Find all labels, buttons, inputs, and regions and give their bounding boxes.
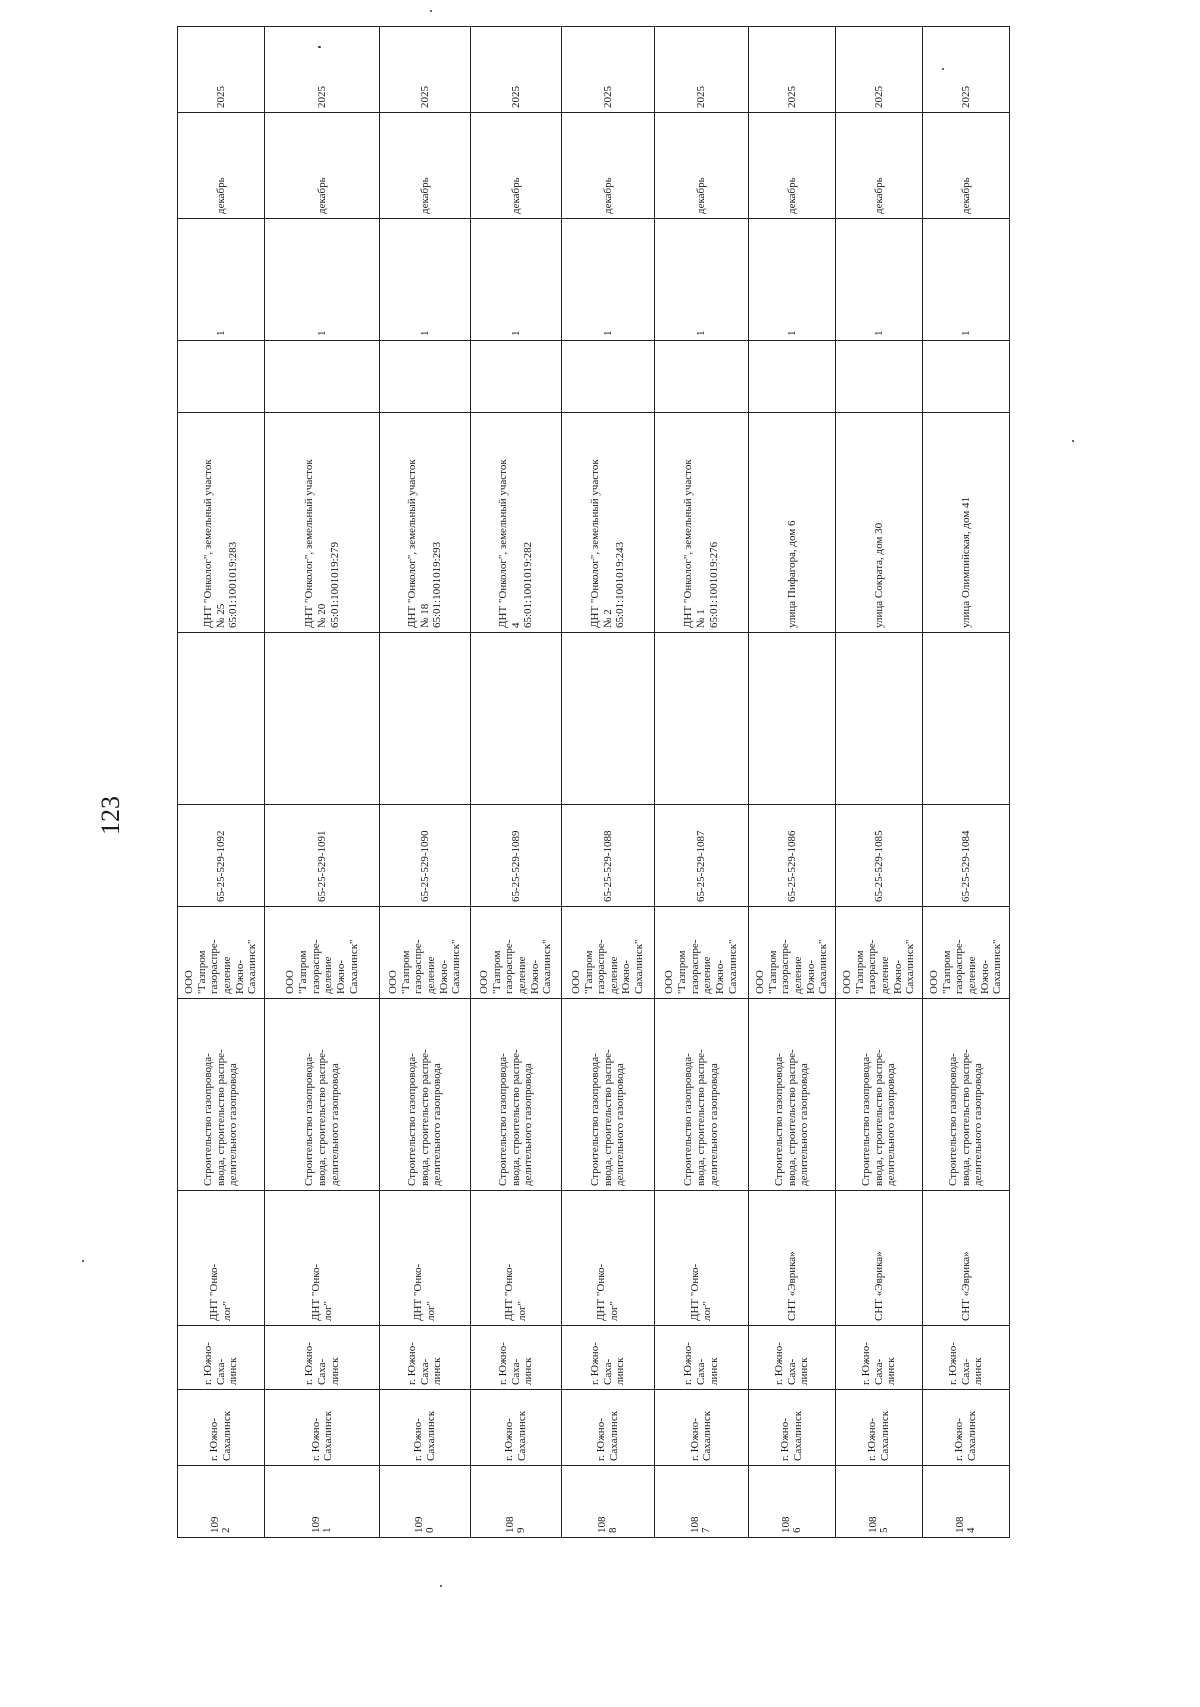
- row-number-top: 108: [953, 1516, 966, 1533]
- empty-cell: [562, 341, 654, 413]
- row-number-cell: [380, 1466, 470, 1538]
- year-cell: 2025: [654, 27, 749, 113]
- organization-cell: ДНТ "Онко- лог": [470, 1191, 561, 1326]
- work-description-cell: Строительство газопровода- ввода, строительство распре- делительного газопровода: [654, 999, 749, 1191]
- quantity-cell: 1: [654, 219, 749, 341]
- scan-speck: [82, 1260, 84, 1262]
- quantity-cell: 1: [264, 219, 380, 341]
- empty-cell: [264, 633, 380, 805]
- year-cell: 2025: [749, 27, 836, 113]
- empty-cell: [922, 341, 1009, 413]
- code-cell: 65-25-529-1088: [562, 805, 654, 907]
- month-cell: декабрь: [922, 113, 1009, 219]
- row-number-bottom: 9: [514, 1527, 527, 1533]
- empty-cell: [836, 341, 923, 413]
- row-number-cell: [922, 1466, 1009, 1538]
- code-cell: 65-25-529-1089: [470, 805, 561, 907]
- month-cell: декабрь: [749, 113, 836, 219]
- row-number-cell: [470, 1466, 561, 1538]
- settlement-cell: г. Южно- Саха- линск: [380, 1326, 470, 1390]
- row-number-top: 108: [503, 1516, 516, 1533]
- address-cell: ДНТ "Онколог", земельный участок 4 65:01:1001019:282: [470, 413, 561, 633]
- address-cell: ДНТ "Онколог", земельный участок № 18 65:01:1001019:293: [380, 413, 470, 633]
- owner-cell: ООО "Газпром газораспре- деление Южно- Сахалинск": [654, 907, 749, 999]
- city-cell: г. Южно- Сахалинск: [380, 1390, 470, 1466]
- code-cell: 65-25-529-1090: [380, 805, 470, 907]
- gas-connection-table: [177, 26, 1010, 1538]
- empty-cell: [836, 633, 923, 805]
- row-number-bottom: 6: [791, 1527, 803, 1533]
- owner-cell: ООО "Газпром газораспре- деление Южно- Сахалинск": [380, 907, 470, 999]
- empty-cell: [380, 341, 470, 413]
- row-number-top: 109: [413, 1516, 426, 1533]
- work-description-cell: Строительство газопровода- ввода, строительство распре- делительного газопровода: [922, 999, 1009, 1191]
- code-cell: 65-25-529-1092: [178, 805, 265, 907]
- month-cell: декабрь: [178, 113, 265, 219]
- work-description-cell: Строительство газопровода- ввода, строительство распре- делительного газопровода: [470, 999, 561, 1191]
- empty-cell: [470, 341, 561, 413]
- code-cell: 65-25-529-1087: [654, 805, 749, 907]
- scan-speck: [440, 1585, 442, 1587]
- table-container: [177, 86, 1010, 1538]
- table-row: [178, 27, 265, 1538]
- year-cell: 2025: [470, 27, 561, 113]
- settlement-cell: г. Южно- Саха- линск: [562, 1326, 654, 1390]
- owner-cell: ООО "Газпром газораспре- деление Южно- Сахалинск": [922, 907, 1009, 999]
- work-description-cell: Строительство газопровода- ввода, строительство распре- делительного газопровода: [264, 999, 380, 1191]
- scan-speck: [942, 68, 944, 70]
- row-number-top: 108: [780, 1516, 792, 1533]
- city-cell: г. Южно- Сахалинск: [264, 1390, 380, 1466]
- table-row: [380, 27, 470, 1538]
- row-number-top: 109: [208, 1516, 221, 1533]
- year-cell: 2025: [178, 27, 265, 113]
- scan-speck: [318, 46, 321, 48]
- row-number-cell: [562, 1466, 654, 1538]
- owner-cell: ООО "Газпром газораспре- деление Южно- Сахалинск": [470, 907, 561, 999]
- table-row: [836, 27, 923, 1538]
- row-number-top: 108: [595, 1516, 608, 1533]
- row-number-cell: [749, 1466, 836, 1538]
- work-description-cell: Строительство газопровода- ввода, строительство распре- делительного газопровода: [749, 999, 836, 1191]
- table-row: [562, 27, 654, 1538]
- table-row: [749, 27, 836, 1538]
- row-number-top: 108: [689, 1516, 702, 1533]
- work-description-cell: Строительство газопровода- ввода, строительство распре- делительного газопровода: [562, 999, 654, 1191]
- owner-cell: ООО "Газпром газораспре- деление Южно- Сахалинск": [264, 907, 380, 999]
- empty-cell: [264, 341, 380, 413]
- row-number-bottom: 0: [424, 1527, 437, 1533]
- empty-cell: [654, 633, 749, 805]
- quantity-cell: 1: [562, 219, 654, 341]
- settlement-cell: г. Южно- Саха- линск: [470, 1326, 561, 1390]
- row-number-bottom: 7: [700, 1527, 713, 1533]
- organization-cell: СНТ «Эврика»: [836, 1191, 923, 1326]
- year-cell: 2025: [562, 27, 654, 113]
- month-cell: декабрь: [470, 113, 561, 219]
- month-cell: декабрь: [654, 113, 749, 219]
- owner-cell: ООО "Газпром газораспре- деление Южно- Сахалинск": [749, 907, 836, 999]
- owner-cell: ООО "Газпром газораспре- деление Южно- Сахалинск": [836, 907, 923, 999]
- city-cell: г. Южно- Сахалинск: [654, 1390, 749, 1466]
- owner-cell: ООО "Газпром газораспре- деление Южно- Сахалинск": [178, 907, 265, 999]
- year-cell: 2025: [836, 27, 923, 113]
- row-number-bottom: 1: [321, 1527, 334, 1533]
- code-cell: 65-25-529-1085: [836, 805, 923, 907]
- empty-cell: [749, 341, 836, 413]
- work-description-cell: Строительство газопровода- ввода, строительство распре- делительного газопровода: [178, 999, 265, 1191]
- month-cell: декабрь: [264, 113, 380, 219]
- row-number-top: 109: [310, 1516, 323, 1533]
- empty-cell: [178, 341, 265, 413]
- year-cell: 2025: [264, 27, 380, 113]
- month-cell: декабрь: [562, 113, 654, 219]
- settlement-cell: г. Южно- Саха- линск: [178, 1326, 265, 1390]
- quantity-cell: 1: [749, 219, 836, 341]
- settlement-cell: г. Южно- Саха- линск: [836, 1326, 923, 1390]
- work-description-cell: Строительство газопровода- ввода, строительство распре- делительного газопровода: [836, 999, 923, 1191]
- year-cell: 2025: [922, 27, 1009, 113]
- address-cell: ДНТ "Онколог", земельный участок № 20 65:01:1001019:279: [264, 413, 380, 633]
- settlement-cell: г. Южно- Саха- линск: [654, 1326, 749, 1390]
- row-number-cell: [836, 1466, 923, 1538]
- table-row: [264, 27, 380, 1538]
- organization-cell: ДНТ "Онко- лог": [654, 1191, 749, 1326]
- row-number-bottom: 5: [877, 1527, 890, 1533]
- page-number: 123: [96, 796, 125, 835]
- owner-cell: ООО "Газпром газораспре- деление Южно- Сахалинск": [562, 907, 654, 999]
- code-cell: 65-25-529-1084: [922, 805, 1009, 907]
- quantity-cell: 1: [178, 219, 265, 341]
- row-number-cell: [264, 1466, 380, 1538]
- address-cell: ДНТ "Онколог", земельный участок № 25 65:01:1001019:283: [178, 413, 265, 633]
- settlement-cell: г. Южно- Саха- линск: [749, 1326, 836, 1390]
- quantity-cell: 1: [922, 219, 1009, 341]
- row-number-cell: [654, 1466, 749, 1538]
- organization-cell: ДНТ "Онко- лог": [178, 1191, 265, 1326]
- quantity-cell: 1: [836, 219, 923, 341]
- row-number-bottom: 4: [964, 1527, 977, 1533]
- empty-cell: [178, 633, 265, 805]
- row-number-top: 108: [866, 1516, 879, 1533]
- work-description-cell: Строительство газопровода- ввода, строительство распре- делительного газопровода: [380, 999, 470, 1191]
- empty-cell: [380, 633, 470, 805]
- table-row: [654, 27, 749, 1538]
- code-cell: 65-25-529-1086: [749, 805, 836, 907]
- quantity-cell: 1: [380, 219, 470, 341]
- organization-cell: СНТ «Эврика»: [749, 1191, 836, 1326]
- city-cell: г. Южно- Сахалинск: [562, 1390, 654, 1466]
- empty-cell: [470, 633, 561, 805]
- address-cell: улица Олимпийская, дом 41: [922, 413, 1009, 633]
- month-cell: декабрь: [380, 113, 470, 219]
- code-cell: 65-25-529-1091: [264, 805, 380, 907]
- address-cell: улица Сократа, дом 30: [836, 413, 923, 633]
- settlement-cell: г. Южно- Саха- линск: [264, 1326, 380, 1390]
- city-cell: г. Южно- Сахалинск: [749, 1390, 836, 1466]
- city-cell: г. Южно- Сахалинск: [836, 1390, 923, 1466]
- city-cell: г. Южно- Сахалинск: [470, 1390, 561, 1466]
- row-number-bottom: 8: [606, 1527, 619, 1533]
- table-row: [922, 27, 1009, 1538]
- empty-cell: [654, 341, 749, 413]
- scan-speck: [430, 10, 432, 12]
- month-cell: декабрь: [836, 113, 923, 219]
- city-cell: г. Южно- Сахалинск: [178, 1390, 265, 1466]
- empty-cell: [562, 633, 654, 805]
- year-cell: 2025: [380, 27, 470, 113]
- organization-cell: ДНТ "Онко- лог": [264, 1191, 380, 1326]
- empty-cell: [922, 633, 1009, 805]
- row-number-cell: [178, 1466, 265, 1538]
- scan-speck: [1072, 440, 1074, 442]
- address-cell: ДНТ "Онколог", земельный участок № 1 65:01:1001019:276: [654, 413, 749, 633]
- address-cell: улица Пифагора, дом 6: [749, 413, 836, 633]
- empty-cell: [749, 633, 836, 805]
- settlement-cell: г. Южно- Саха- линск: [922, 1326, 1009, 1390]
- row-number-bottom: 2: [219, 1527, 232, 1533]
- city-cell: г. Южно- Сахалинск: [922, 1390, 1009, 1466]
- organization-cell: ДНТ "Онко- лог": [562, 1191, 654, 1326]
- organization-cell: СНТ «Эврика»: [922, 1191, 1009, 1326]
- quantity-cell: 1: [470, 219, 561, 341]
- table-row: [470, 27, 561, 1538]
- address-cell: ДНТ "Онколог", земельный участок № 2 65:01:1001019:243: [562, 413, 654, 633]
- organization-cell: ДНТ "Онко- лог": [380, 1191, 470, 1326]
